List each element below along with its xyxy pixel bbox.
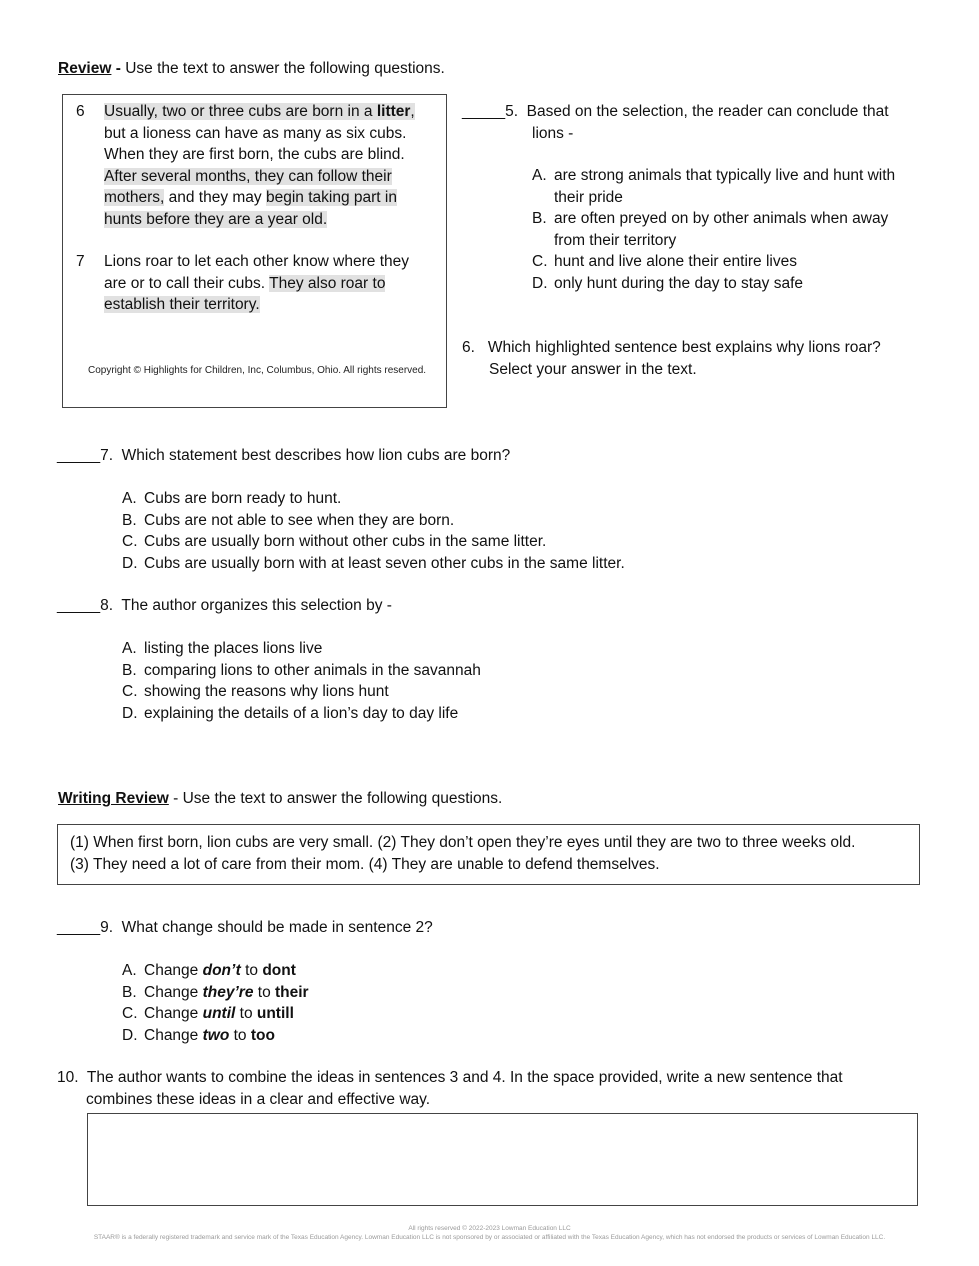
question-stem: Which statement best describes how lion cubs are born? <box>121 447 511 464</box>
answer-blank[interactable]: _____ <box>57 597 101 614</box>
answer-choices <box>122 488 922 574</box>
answer-choice[interactable]: D. Change two to too <box>122 1026 275 1044</box>
paragraph-number: 7 <box>76 253 85 270</box>
highlighted-sentence[interactable]: Usually, two or three cubs are born in a litter, <box>104 103 415 120</box>
answer-choice[interactable]: A. Change don’t to dont <box>122 962 296 979</box>
writing-review-heading: Writing Review - Use the text to answer the following questions. <box>58 790 503 807</box>
review-title: Review <box>58 60 112 77</box>
highlighted-sentence[interactable]: After several months, they can follow their <box>104 167 392 185</box>
question-5: _____5. Based on the selection, the reader can conclude that lions - A. are strong animals that typically live and hunt with their pride B. are often preyed on by other animals when away from their territory C. hunt and live alone their entire lives D. only hunt during the day to stay safe <box>462 101 932 144</box>
answer-choice[interactable]: B. comparing lions to other animals in the savannah <box>122 661 481 679</box>
answer-choices <box>122 638 922 724</box>
answer-choices <box>532 165 932 294</box>
footer-rights: All rights reserved © 2022-2023 Lowman Education LLC <box>408 1225 571 1232</box>
question-8: _____8. The author organizes this selection by - A. listing the places lions live B. comparing lions to other animals in the savannah C. showing the reasons why lions hunt D. explaining the details of a lion’s day to day life <box>57 595 937 617</box>
question-stem: The author organizes this selection by - <box>121 597 392 614</box>
answer-choice[interactable]: D. explaining the details of a lion’s day to day life <box>122 704 459 722</box>
answer-choice[interactable]: A. listing the places lions live <box>122 640 323 657</box>
highlighted-sentence[interactable]: mothers, <box>104 189 165 206</box>
question-stem: Which highlighted sentence best explains why lions roar? <box>487 339 881 356</box>
highlighted-sentence[interactable]: hunts before they are a year old. <box>104 210 328 228</box>
written-response-box[interactable] <box>87 1113 918 1206</box>
highlighted-sentence[interactable]: They also roar to <box>269 274 386 292</box>
answer-choice[interactable]: B. Change they’re to their <box>122 983 309 1001</box>
question-9: _____9. What change should be made in sentence 2? A. Change don’t to dont B. Change they’re to their C. Change until to untill D. Change two to too <box>57 917 937 939</box>
footer-disclaimer: STAAR® is a federally registered trademark and service mark of the Texas Education Agency. Lowman Education LLC is not sponsored by or associated or affiliated with the Texas Education Agency, which has not endorsed the products or services of Lowman Education LLC. <box>93 1234 886 1241</box>
copyright-notice: Copyright © Highlights for Children, Inc, Columbus, Ohio. All rights reserved. <box>88 365 427 376</box>
question-stem: What change should be made in sentence 2? <box>121 919 433 936</box>
question-stem: Based on the selection, the reader can conclude that <box>526 103 889 120</box>
answer-choices <box>122 960 922 1046</box>
passage-box: 6 Usually, two or three cubs are born in a litter, but a lioness can have as many as six cubs. When they are first born, the cubs are blind. After several months, they can follow their mothers, and they may begin taking part in hunts before they are a year old. 7 Lions roar to let each other know where they are or to call their cubs. They also roar to establish their territory. Copyright © Highlights for Children, Inc, Columbus, Ohio. All rights reserved. <box>62 94 447 408</box>
answer-blank[interactable]: _____ <box>57 919 101 936</box>
highlighted-sentence[interactable]: establish their territory. <box>104 296 260 313</box>
answer-choice[interactable]: C. showing the reasons why lions hunt <box>122 683 389 700</box>
question-10: 10. The author wants to combine the ideas in sentences 3 and 4. In the space provided, write a new sentence that combines these ideas in a clear and effective way. <box>57 1069 843 1108</box>
answer-choice[interactable]: B. are often preyed on by other animals when away from their territory <box>532 210 889 249</box>
answer-choice[interactable]: C. Change until to untill <box>122 1005 294 1022</box>
question-stem: The author wants to combine the ideas in sentences 3 and 4. In the space provided, write a new sentence that <box>86 1069 843 1086</box>
writing-review-title: Writing Review <box>58 790 169 807</box>
answer-choice[interactable]: B. Cubs are not able to see when they are born. <box>122 511 455 529</box>
sentence-text: When they are first born, the cubs are blind. <box>104 146 405 163</box>
answer-choice[interactable]: A. are strong animals that typically live and hunt with their pride <box>532 167 896 206</box>
answer-choice[interactable]: C. Cubs are usually born without other cubs in the same litter. <box>122 533 547 550</box>
answer-blank[interactable]: _____ <box>462 103 506 120</box>
review-heading <box>58 58 445 80</box>
answer-choice[interactable]: D. Cubs are usually born with at least seven other cubs in the same litter. <box>122 554 625 572</box>
writing-passage-line: (1) When first born, lion cubs are very small. (2) They don’t open they’re eyes until they are two to three weeks old. <box>70 834 856 851</box>
sentence-text: but a lioness can have as many as six cubs. <box>104 124 407 142</box>
writing-passage-box <box>57 824 920 885</box>
answer-choice[interactable]: A. Cubs are born ready to hunt. <box>122 490 342 507</box>
review-instruction: Use the text to answer the following questions. <box>125 60 445 77</box>
paragraph-number: 6 <box>76 103 85 120</box>
writing-passage-line: (3) They need a lot of care from their mom. (4) They are unable to defend themselves. <box>70 855 660 873</box>
answer-choice[interactable]: D. only hunt during the day to stay safe <box>532 274 804 292</box>
writing-review-instruction: Use the text to answer the following questions. <box>182 790 503 807</box>
question-6: 6. Which highlighted sentence best explains why lions roar? Select your answer in the text. <box>462 339 881 378</box>
sentence-text: Lions roar to let each other know where they <box>104 253 410 270</box>
highlighted-sentence[interactable]: begin taking part in <box>265 189 397 206</box>
answer-blank[interactable]: _____ <box>57 447 101 464</box>
question-7: _____7. Which statement best describes how lion cubs are born? A. Cubs are born ready to hunt. B. Cubs are not able to see when they are born. C. Cubs are usually born without other cubs in the same litter. D. Cubs are usually born with at least seven other cubs in the same litter. <box>57 445 937 467</box>
answer-choice[interactable]: C. hunt and live alone their entire lives <box>532 253 797 270</box>
review-dash: - <box>111 60 126 77</box>
